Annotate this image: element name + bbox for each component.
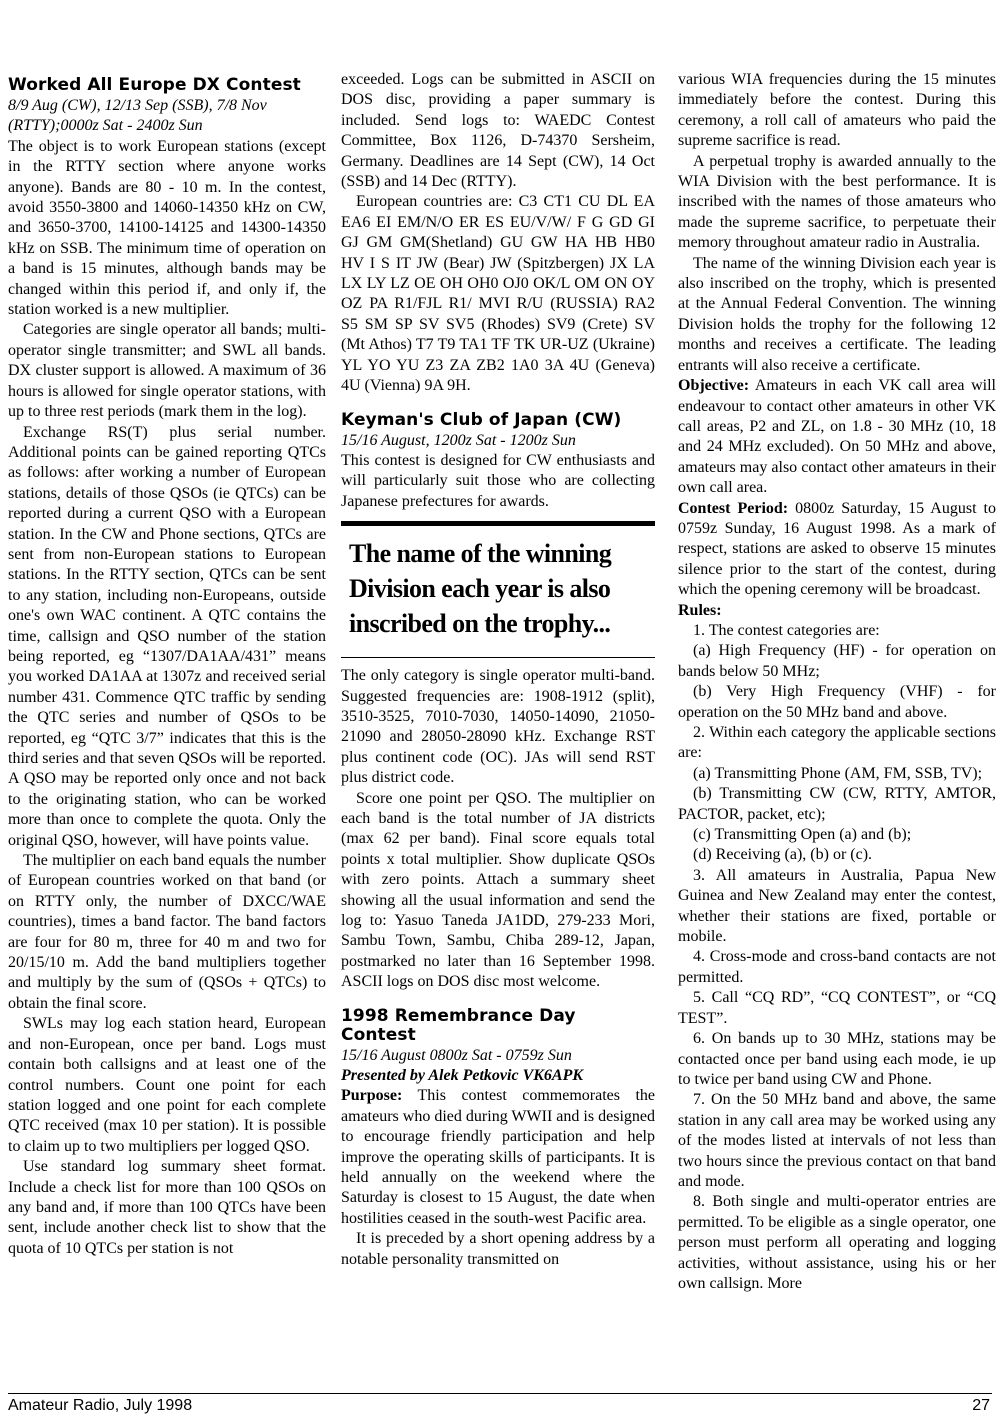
rule-item: 3. All amateurs in Australia, Papua New Guinea and New Zealand may enter the contest, whether their stations are fixed, portable or mobile. bbox=[678, 866, 996, 946]
remembrance-day-author: Presented by Alek Petkovic VK6APK bbox=[341, 1067, 584, 1085]
rules-label: Rules: bbox=[678, 601, 722, 619]
waedc-dates: 8/9 Aug (CW), 12/13 Sep (SSB), 7/8 Nov (RTTY);0000z Sat - 2400z Sun bbox=[8, 97, 267, 135]
footer-publication: Amateur Radio, July 1998 bbox=[8, 1397, 193, 1414]
pull-quote bbox=[341, 521, 655, 658]
column-1 bbox=[8, 70, 326, 1259]
contest-period-paragraph bbox=[678, 499, 996, 601]
contest-period-text: 0800z Saturday, 15 August to 0759z Sunday, 16 August 1998. As a mark of respect, stations are asked to observe 15 minutes silence prior to the start of the contest, during which the opening ceremony will be broadcast. bbox=[678, 499, 996, 599]
rule-item: (c) Transmitting Open (a) and (b); bbox=[693, 826, 912, 844]
purpose-text: This contest commemorates the amateurs who died during WWII and is designed to encourage friendly participation and help improve the operating skills of participants. It is held annually on the weekend where the Saturday is closest to 15 August, the date when hostilities ceased in the south-west Pacific area. bbox=[341, 1087, 655, 1227]
rule-item: 4. Cross-mode and cross-band contacts are not permitted. bbox=[678, 948, 996, 986]
keyman-paragraph: This contest is designed for CW enthusiasts and will particularly suit those who are collecting Japanese prefectures for awards. bbox=[341, 451, 655, 510]
footer-divider bbox=[8, 1393, 992, 1394]
objective-paragraph bbox=[678, 376, 996, 498]
european-countries-paragraph: European countries are: C3 CT1 CU DL EA EA6 EI EM/N/O ER ES EU/V/W/ F G GD GI GJ GM GM(Shetland) GU GW HA HB HB0 HV I S IT JW (Bear) JW (Spitzbergen) JX LA LX LY LZ OE OH OH0 OJ0 OK/L OM ON OY OZ PA R1/FJL R1/ MVI R/U (RUSSIA) RA2 S5 SM SP SV SV5 (Rhodes) SV9 (Crete) SV (Mt Athos) T7 T9 TA1 TF TK UR-UZ (Ukraine) YL YO YU Z3 ZA ZB2 1A0 3A 4U (Geneva) 4U (Vienna) 9A 9H. bbox=[341, 193, 655, 395]
purpose-paragraph bbox=[341, 1086, 655, 1229]
waedc-heading: Worked All Europe DX Contest bbox=[8, 75, 301, 95]
objective-text: Amateurs in each VK call area will endeavour to contact other amateurs in other VK call areas, P2 and ZL, on 1.8 - 30 MHz (10, 18 and 24 MHz excluded). On 50 MHz and above, amateurs may also contact other amateurs in their own call area. bbox=[678, 377, 996, 497]
rule-item: (d) Receiving (a), (b) or (c). bbox=[693, 846, 873, 864]
keyman-paragraph: The only category is single operator multi-band. Suggested frequencies are: 1908-1912 (split), 3510-3525, 7010-7030, 14050-14090, 21050-21090 and 28050-28090 kHz. Exchange RST plus continent code (OC). JAs will send RST plus district code. bbox=[341, 667, 655, 787]
rule-item: 5. Call “CQ RD”, “CQ CONTEST”, or “CQ TEST”. bbox=[678, 989, 996, 1027]
objective-label: Objective: bbox=[678, 377, 750, 395]
purpose-label: Purpose: bbox=[341, 1087, 403, 1105]
waedc-paragraph: The multiplier on each band equals the number of European countries worked on that band (or on RTTY only, the number of DXCC/WAE countries), times a band factor. The band factors are four for 80 m, three for 40 m and two for 20/15/10 m. Add the band multipliers together and multiply by the sum of (QSOs + QTCs) to obtain the final score. bbox=[8, 852, 326, 1012]
remembrance-paragraph: A perpetual trophy is awarded annually to the WIA Division with the best performance. It is inscribed with the names of those amateurs who made the supreme sacrifice, to perpetuate their memory throughout amateur radio in Australia. bbox=[678, 152, 996, 252]
rule-item: 6. On bands up to 30 MHz, stations may be contacted once per band using each mode, ie up to twice per band using CW and Phone. bbox=[678, 1030, 996, 1088]
keyman-dates: 15/16 August, 1200z Sat - 1200z Sun bbox=[341, 431, 576, 449]
rule-item: (a) Transmitting Phone (AM, FM, SSB, TV); bbox=[693, 764, 983, 782]
remembrance-paragraph: The name of the winning Division each year is also inscribed on the trophy, which is presented at the Annual Federal Convention. The winning Division holds the trophy for the following 12 months and receives a certificate. The leading entrants will also receive a certificate. bbox=[678, 254, 996, 374]
column-2 bbox=[341, 70, 655, 1270]
column-3 bbox=[678, 70, 996, 1294]
rule-item: 2. Within each category the applicable sections are: bbox=[678, 724, 996, 762]
rule-item: (a) High Frequency (HF) - for operation on bands below 50 MHz; bbox=[678, 642, 996, 680]
rule-item: (b) Transmitting CW (CW, RTTY, AMTOR, PACTOR, packet, etc); bbox=[678, 785, 996, 823]
waedc-paragraph: SWLs may log each station heard, European and non-European, once per band. Logs must contain both callsigns and at least one of the control numbers. Count one point for each station logged and one point for each complete QTC received (max 10 per station). It is possible to claim up to two multipliers per logged QSO. bbox=[8, 1015, 326, 1155]
keyman-heading: Keyman's Club of Japan (CW) bbox=[341, 409, 622, 430]
waedc-paragraph: The object is to work European stations (except in the RTTY section where anyone works anyone). Bands are 80 - 10 m. In the contest, avoid 3550-3800 and 14060-14350 kHz on CW, and 3650-3700, 14100-14125 and 14300-14350 kHz on SSB. The minimum time of operation on a band is 15 minutes, although bands may be changed within this period if, and only if, the station worked is a new multiplier. bbox=[8, 137, 326, 319]
rule-item: (b) Very High Frequency (VHF) - for operation on the 50 MHz band and above. bbox=[678, 683, 996, 721]
keyman-paragraph: Score one point per QSO. The multiplier on each band is the total number of JA districts (max 62 per band). Final score equals total points x total multiplier. Show duplicate QSOs with zero points. Attach a summary sheet showing all the usual information and send the log to: Yasuo Taneda JA1DD, 279-233 Mori, Sambu Town, Sambu, Chiba 289-12, Japan, postmarked no later than 16 September 1998. ASCII logs on DOS disc most welcome. bbox=[341, 789, 655, 991]
remembrance-day-heading: 1998 Remembrance Day Contest bbox=[341, 1005, 576, 1045]
contest-period-label: Contest Period: bbox=[678, 499, 789, 517]
waedc-paragraph: Exchange RS(T) plus serial number. Additional points can be gained reporting QTCs as follows: after working a number of European stations, details of those QSOs (ie QTCs) can be reported during a current QSO with a European station. In the CW and Phone sections, QTCs are sent from non-European stations to European stations. In the RTTY section, QTCs can be sent to any station, including non-Europeans, outside one's own WAC continent. A QTC contains the time, callsign and QSO number of the station being reported, eg “1307/DA1AA/431” means you worked DA1AA at 1307z and received serial number 431. Commence QTC traffic by sending the QTC series and number of QSOs to be reported, eg “QTC 3/7” indicates that this is the third series and that seven QSOs will be reported. A QSO may be reported only once and not back to the originating station, who can be worked more than once to complete the quota. Only the original QSO, however, will have points value. bbox=[8, 423, 326, 849]
rule-item: 7. On the 50 MHz band and above, the same station in any call area may be worked using any of the modes listed at intervals of not less than two hours since the previous contact on that band and mode. bbox=[678, 1091, 996, 1190]
remembrance-paragraph: various WIA frequencies during the 15 minutes immediately before the contest. During this ceremony, a roll call of amateurs who paid the supreme sacrifice is read. bbox=[678, 71, 996, 150]
rule-item: 1. The contest categories are: bbox=[693, 621, 880, 639]
remembrance-paragraph: It is preceded by a short opening address by a notable personality transmitted on bbox=[341, 1230, 655, 1268]
rule-item: 8. Both single and multi-operator entries are permitted. To be eligible as a single operator, one person must perform all operating and logging activities, without assistance, using his or her own callsign. More bbox=[678, 1193, 996, 1292]
waedc-paragraph: Use standard log summary sheet format. Include a check list for more than 100 QSOs on any band and, if more than 100 QTCs have been sent, include another check list to show that the quota of 10 QTCs per station is not bbox=[8, 1158, 326, 1257]
pull-quote-text: The name of the winning Division each year is also inscribed on the trophy... bbox=[349, 539, 612, 639]
remembrance-day-dates: 15/16 August 0800z Sat - 0759z Sun bbox=[341, 1046, 572, 1064]
waedc-paragraph: exceeded. Logs can be submitted in ASCII on DOS disc, providing a paper summary is included. Send logs to: WAEDC Contest Committee, Box 1126, D-74370 Sersheim, Germany. Deadlines are 14 Sept (CW), 14 Oct (SSB) and 14 Dec (RTTY). bbox=[341, 71, 655, 191]
waedc-paragraph: Categories are single operator all bands; multi-operator single transmitter; and SWL all bands. DX cluster support is allowed. A maximum of 36 hours is allowed for single operator stations, with up to three rest periods (mark them in the log). bbox=[8, 321, 326, 421]
page-number: 27 bbox=[972, 1397, 990, 1414]
